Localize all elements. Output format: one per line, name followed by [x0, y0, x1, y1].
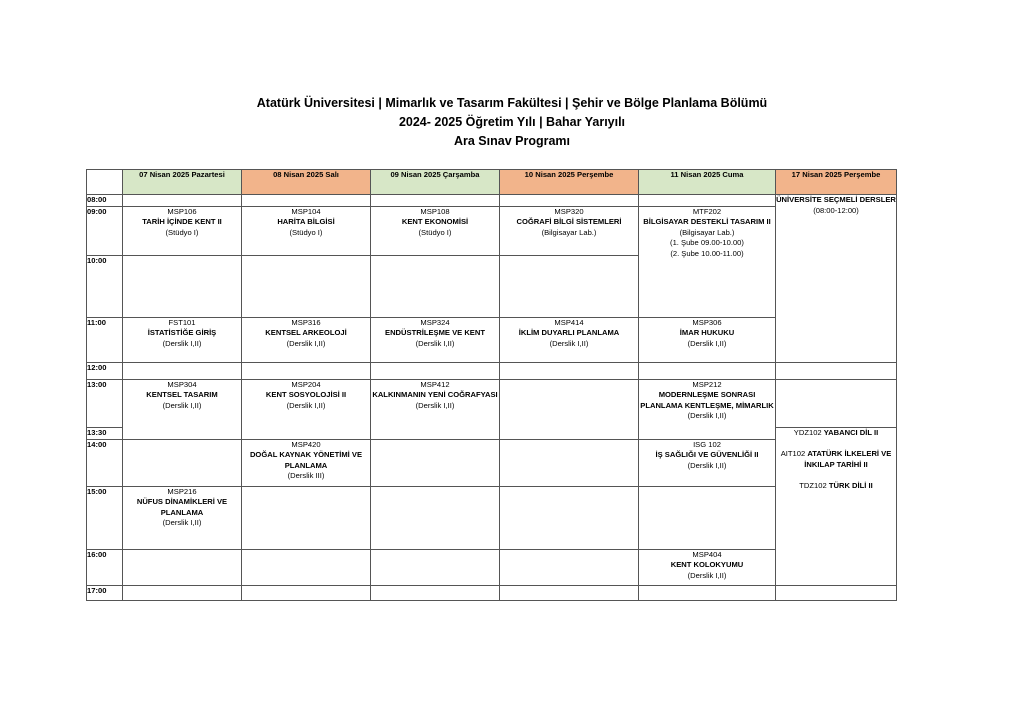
exam-cell: MSP320 COĞRAFİ BİLGİ SİSTEMLERİ (Bilgisayar Lab.) [500, 206, 639, 255]
table-row [87, 549, 897, 585]
exam-cell: MSP414 İKLİM DUYARLI PLANLAMA (Derslik I,II) [500, 317, 639, 362]
time-cell: 10:00 [87, 255, 123, 317]
day-header: 08 Nisan 2025 Salı [242, 170, 371, 195]
table-row [87, 206, 897, 255]
exam-schedule-table [86, 169, 897, 601]
exam-cell: MSP108 KENT EKONOMİSİ (Stüdyo I) [371, 206, 500, 255]
time-cell: 13:30 [87, 427, 123, 439]
time-cell: 13:00 [87, 379, 123, 427]
exam-cell: YDZ102 YABANCI DİL II AIT102 ATATÜRK İLKELERİ VE İNKILAP TARİHİ II TDZ102 TÜRK DİLİ II [776, 427, 897, 585]
exam-cell: ÜNİVERSİTE SEÇMELİ DERSLER (08:00-12:00) [776, 195, 897, 363]
time-cell: 09:00 [87, 206, 123, 255]
day-header: 10 Nisan 2025 Perşembe [500, 170, 639, 195]
time-cell: 14:00 [87, 439, 123, 486]
exam-cell: MSP212 MODERNLEŞME SONRASI PLANLAMA KENTLEŞME, MİMARLIK (Derslik I,II) [639, 379, 776, 439]
exam-cell: MSP306 İMAR HUKUKU (Derslik I,II) [639, 317, 776, 362]
header-row [87, 170, 897, 195]
time-cell: 11:00 [87, 317, 123, 362]
exam-cell: FST101 İSTATİSTİĞE GİRİŞ (Derslik I,II) [123, 317, 242, 362]
corner-cell [87, 170, 123, 195]
day-header: 07 Nisan 2025 Pazartesi [123, 170, 242, 195]
day-header: 09 Nisan 2025 Çarşamba [371, 170, 500, 195]
exam-cell: MSP324 ENDÜSTRİLEŞME VE KENT (Derslik I,II) [371, 317, 500, 362]
exam-cell: MSP412 KALKINMANIN YENİ COĞRAFYASI (Derslik I,II) [371, 379, 500, 439]
day-header: 17 Nisan 2025 Perşembe [776, 170, 897, 195]
exam-cell: MSP420 DOĞAL KAYNAK YÖNETİMİ VE PLANLAMA (Derslik III) [242, 439, 371, 486]
table-row [87, 317, 897, 362]
exam-cell: MSP216 NÜFUS DİNAMİKLERİ VE PLANLAMA (Derslik I,II) [123, 486, 242, 549]
table-row [87, 195, 897, 207]
exam-cell: MTF202 BİLGİSAYAR DESTEKLİ TASARIM II (Bilgisayar Lab.) (1. Şube 09.00-10.00) (2. Şube 10.00-11.00) [639, 206, 776, 317]
time-cell: 16:00 [87, 549, 123, 585]
document-header [0, 94, 1024, 151]
exam-cell: MSP104 HARİTA BİLGİSİ (Stüdyo I) [242, 206, 371, 255]
exam-program-title: Ara Sınav Programı [453, 134, 570, 148]
exam-cell: MSP106 TARİH İÇİNDE KENT II (Stüdyo I) [123, 206, 242, 255]
table-row [87, 362, 897, 379]
table-row [87, 486, 897, 549]
academic-year-title: 2024- 2025 Öğretim Yılı | Bahar Yarıyılı [398, 115, 626, 129]
university-title: Atatürk Üniversitesi | Mimarlık ve Tasarım Fakültesi | Şehir ve Bölge Planlama Bölümü [256, 96, 768, 110]
exam-cell: MSP404 KENT KOLOKYUMU (Derslik I,II) [639, 549, 776, 585]
table-row [87, 585, 897, 600]
exam-cell: ISG 102 İŞ SAĞLIĞI VE GÜVENLİĞİ II (Derslik I,II) [639, 439, 776, 486]
time-cell: 12:00 [87, 362, 123, 379]
time-cell: 08:00 [87, 195, 123, 207]
exam-cell: MSP304 KENTSEL TASARIM (Derslik I,II) [123, 379, 242, 439]
time-cell: 17:00 [87, 585, 123, 600]
table-row [87, 439, 897, 486]
day-header: 11 Nisan 2025 Cuma [639, 170, 776, 195]
table-row [87, 379, 897, 427]
time-cell: 15:00 [87, 486, 123, 549]
exam-cell: MSP204 KENT SOSYOLOJİSİ II (Derslik I,II) [242, 379, 371, 439]
exam-cell: MSP316 KENTSEL ARKEOLOJİ (Derslik I,II) [242, 317, 371, 362]
